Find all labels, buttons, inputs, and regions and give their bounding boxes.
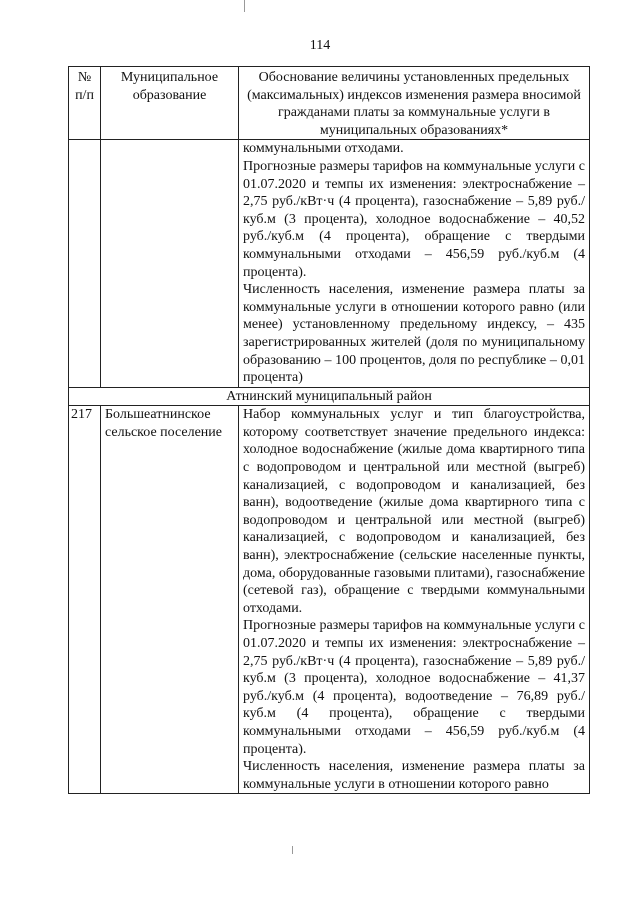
- header-num: № п/п: [69, 67, 101, 140]
- cell-num-empty: [69, 140, 101, 387]
- indices-table: [68, 66, 590, 794]
- paragraph: Прогнозные размеры тарифов на коммунальные услуги с 01.07.2020 и темпы их изменения: электроснабжение – 2,75 руб./кВт·ч (4 процента), газоснабжение – 5,89 руб./куб.м (3 процента), холодное водоснабжение – 40,52 руб./куб.м (4 процента), обращение с твердыми коммунальными отходами – 456,59 руб./куб.м (4 процента).: [243, 158, 585, 280]
- table-row: [69, 406, 590, 794]
- table-header-row: [69, 67, 590, 140]
- region-row: [69, 387, 590, 406]
- cell-justification: [239, 140, 590, 387]
- paragraph: Численность населения, изменение размера платы за коммунальные услуги в отношении которого равно: [243, 759, 585, 792]
- scan-mark-top: [244, 0, 245, 12]
- paragraph: Численность населения, изменение размера платы за коммунальные услуги в отношении которого равно (или менее) установленному предельному индексу, – 435 зарегистрированных жителей (доля по муниципальному образованию – 100 процентов, доля по республике – 0,01 процента): [243, 282, 585, 386]
- header-justification: Обоснование величины установленных предельных (максимальных) индексов изменения размера вносимой гражданами платы за коммунальные услуги в муниципальных образованиях*: [239, 67, 590, 140]
- paragraph: Набор коммунальных услуг и тип благоустройства, которому соответствует значение предельного индекса: холодное водоснабжение (жилые дома квартирного типа с водопроводом и центральной или местной (выгреб) канализацией, с водопроводом и канализацией, без ванн), водоотведение (жилые дома квартирного типа с водопроводом и центральной или местной (выгреб) канализацией, с водопроводом и канализацией, без ванн), электроснабжение (сельские населенные пункты, дома, оборудованные газовыми плитами), газоснабжение (сетевой газ), обращение с твердыми коммунальными отходами.: [243, 407, 585, 616]
- cell-justification: [239, 406, 590, 794]
- paragraph: Прогнозные размеры тарифов на коммунальные услуги с 01.07.2020 и темпы их изменения: электроснабжение – 2,75 руб./кВт·ч (4 процента), газоснабжение – 5,89 руб./куб.м (3 процента), холодное водоснабжение – 41,37 руб./куб.м (4 процента), водоотведение – 76,89 руб./куб.м (4 процента), обращение с твердыми коммунальными отходами – 456,59 руб./куб.м (4 процента).: [243, 618, 585, 757]
- row-number: 217: [69, 406, 101, 794]
- cell-municipality-empty: [101, 140, 239, 387]
- paragraph: коммунальными отходами.: [243, 141, 404, 157]
- page-number: 114: [309, 38, 331, 53]
- region-title: Атнинский муниципальный район: [69, 387, 590, 406]
- table-row: [69, 140, 590, 387]
- scan-mark-bottom: [292, 846, 293, 854]
- header-municipality: Муниципальное образование: [101, 67, 239, 140]
- municipality-name: Большеатнинское сельское поселение: [101, 406, 239, 794]
